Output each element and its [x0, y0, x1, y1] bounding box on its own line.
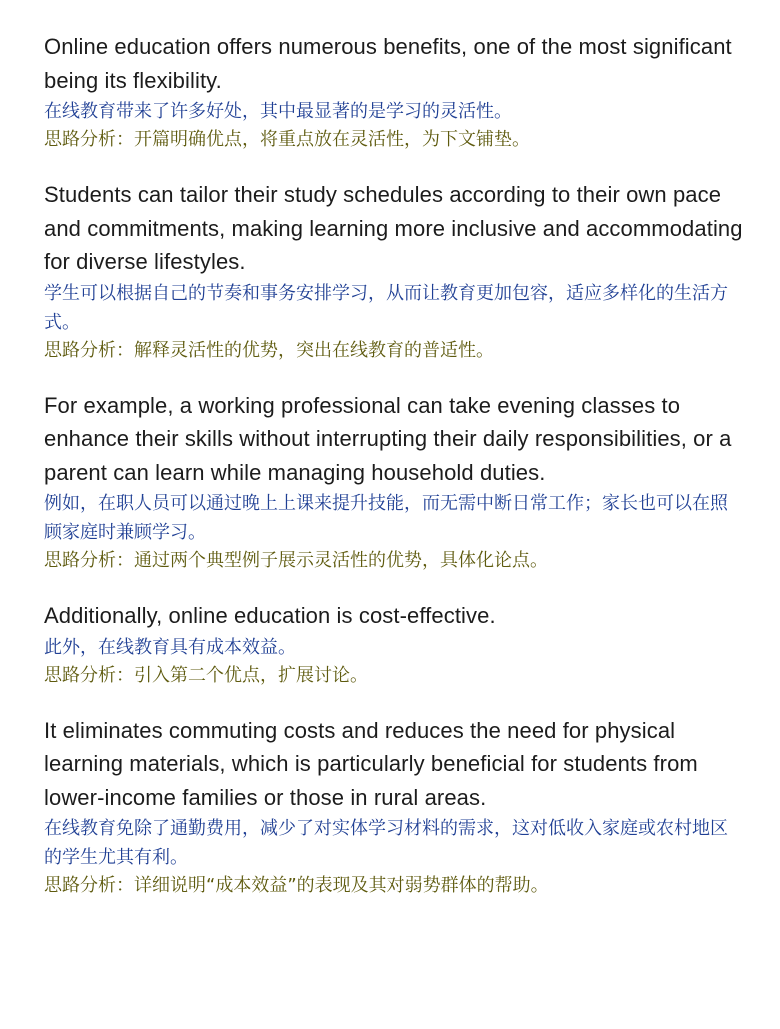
bilingual-essay	[44, 30, 744, 924]
chinese-translation: 学生可以根据自己的节奏和事务安排学习，从而让教育更加包容，适应多样化的生活方式。	[44, 282, 728, 333]
chinese-translation: 例如，在职人员可以通过晚上上课来提升技能，而无需中断日常工作；家长也可以在照顾家庭时兼顾学习。	[44, 493, 728, 543]
analysis-note: 思路分析：解释灵活性的优势，突出在线教育的普适性。	[44, 339, 494, 361]
english-sentence: Online education offers numerous benefits, one of the most significant being its flexibility.	[44, 34, 732, 93]
analysis-note: 思路分析：详细说明“成本效益”的表现及其对弱势群体的帮助。	[44, 875, 549, 896]
paragraph-block	[44, 389, 744, 576]
paragraph-block	[44, 178, 744, 365]
paragraph-block	[44, 30, 744, 154]
english-sentence: Additionally, online education is cost-effective.	[44, 603, 496, 628]
chinese-translation: 在线教育带来了许多好处，其中最显著的是学习的灵活性。	[44, 101, 512, 122]
english-sentence: For example, a working professional can take evening classes to enhance their skills without interrupting their daily responsibilities, or a parent can learn while managing household duties.	[44, 392, 732, 485]
english-sentence: It eliminates commuting costs and reduces the need for physical learning materials, which is particularly beneficial for students from lower-income families or those in rural areas.	[44, 717, 698, 810]
chinese-translation: 在线教育免除了通勤费用，减少了对实体学习材料的需求，这对低收入家庭或农村地区的学生尤其有利。	[44, 818, 728, 868]
english-sentence: Students can tailor their study schedules according to their own pace and commitments, making learning more inclusive and accommodating for diverse lifestyles.	[44, 182, 743, 274]
analysis-note: 思路分析：开篇明确优点，将重点放在灵活性，为下文铺垫。	[44, 129, 530, 150]
chinese-translation: 此外，在线教育具有成本效益。	[44, 636, 296, 658]
paragraph-block	[44, 714, 744, 901]
analysis-note: 思路分析：通过两个典型例子展示灵活性的优势，具体化论点。	[44, 550, 548, 571]
analysis-note: 思路分析：引入第二个优点，扩展讨论。	[44, 664, 368, 686]
paragraph-block	[44, 599, 744, 690]
